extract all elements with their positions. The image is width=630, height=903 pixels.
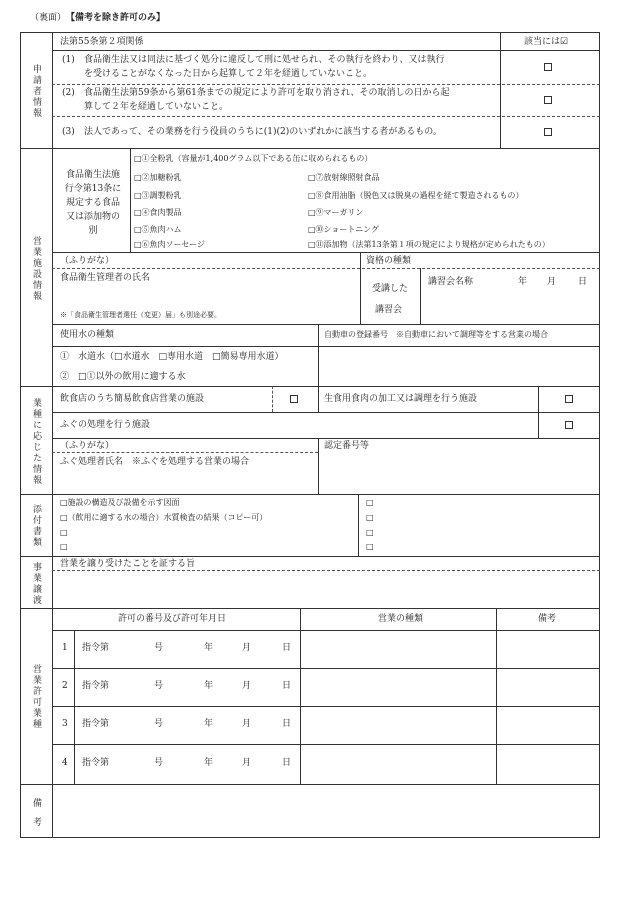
- permit-number-header: 許可の番号及び許可年月日: [118, 614, 227, 624]
- item1-line1: 食品衛生法又は同法に基づく処分に違反して刑に処せられ、その執行を終わり、又は執行: [84, 55, 445, 65]
- food-option-5[interactable]: □⑤魚肉ハム: [134, 225, 182, 234]
- remarks-header: 備考: [538, 614, 557, 624]
- item1-line2: を受けることがなくなった日から起算して２年を経過していないこと。: [84, 69, 373, 79]
- fugu-checkbox[interactable]: [565, 421, 573, 429]
- qualification-type-label: 資格の種類: [366, 256, 412, 266]
- attach-item-2[interactable]: □（飲用に適する水の場合）水質検査の結果（コピー可）: [60, 513, 268, 522]
- applicant-section-label: 申請者情報: [31, 64, 41, 119]
- raw-meat-label: 生食用食肉の加工又は調理を行う施設: [324, 394, 478, 404]
- food-option-11[interactable]: □⑪添加物（法第13条第１項の規定により規格が定められたもの）: [308, 240, 550, 249]
- attach-right-3[interactable]: □: [366, 528, 374, 537]
- food-option-10[interactable]: □⑩ショートニング: [308, 225, 379, 234]
- vehicle-number-label: 自動車の登録番号 ※自動車において調理等をする営業の場合: [324, 330, 548, 339]
- attended-label-2: 講習会: [375, 305, 403, 315]
- water-type-label: 使用水の種類: [60, 330, 115, 340]
- food-option-1[interactable]: □①全粉乳（容量が1,400グラム以下である缶に収められるもの）: [134, 154, 373, 163]
- fugu-facility-label: ふぐの処理を行う施設: [60, 420, 151, 430]
- course-year-label: 年: [518, 277, 528, 287]
- food-option-9[interactable]: □⑨マーガリン: [308, 208, 364, 217]
- permits-section-label: 営業許可業種: [31, 664, 41, 730]
- water-option-2[interactable]: ② □①以外の飲用に適する水: [60, 372, 186, 382]
- attach-right-4[interactable]: □: [366, 542, 374, 551]
- attach-item-3[interactable]: □: [60, 528, 68, 537]
- item1-num: (1): [62, 55, 75, 65]
- attach-section-label: 添付書類: [31, 504, 41, 548]
- attended-label-1: 受講した: [372, 284, 409, 294]
- manager-name-label: 食品衛生管理者の氏名: [60, 273, 151, 283]
- fugu-furigana-label: （ふりがな）: [60, 441, 115, 451]
- course-day-label: 日: [578, 277, 588, 287]
- item1-checkbox[interactable]: [544, 63, 552, 71]
- applies-label: 該当には☑: [524, 37, 569, 47]
- food-category-label: 食品衛生法施 行令第13条に 規定する食品 又は添加物の 別: [64, 170, 122, 236]
- attach-item-4[interactable]: □: [60, 542, 68, 551]
- manager-furigana-label: （ふりがな）: [60, 256, 115, 266]
- manager-note: ※「食品衛生管理者選任（変更）届」も別途必要。: [60, 311, 221, 319]
- page-note: 【備考を除き許可のみ】: [66, 13, 166, 23]
- item2-checkbox[interactable]: [544, 96, 552, 104]
- food-option-7[interactable]: □⑦放射線照射食品: [308, 173, 380, 182]
- food-option-6[interactable]: □⑥魚肉ソーセージ: [134, 240, 205, 249]
- simple-food-label: 飲食店のうち簡易飲食店営業の施設: [60, 394, 205, 404]
- permit-row: 3 指令第 号 年 月 日: [62, 719, 292, 729]
- raw-meat-checkbox[interactable]: [565, 395, 573, 403]
- item3-line1: 法人であって、その業務を行う役員のうちに(1)(2)のいずれかに該当する者があるもの。: [84, 127, 442, 137]
- cert-number-label: 認定番号等: [324, 441, 370, 451]
- business-type-header: 営業の種類: [378, 614, 424, 624]
- transfer-section-label: 事業譲渡: [31, 562, 41, 606]
- fugu-person-label: ふぐ処理者氏名 ※ふぐを処理する営業の場合: [60, 457, 250, 467]
- food-option-4[interactable]: □④食肉製品: [134, 208, 182, 217]
- item2-line2: 算して２年を経過していないこと。: [84, 102, 229, 112]
- item3-checkbox[interactable]: [544, 128, 552, 136]
- permit-row: 1 指令第 号 年 月 日: [62, 643, 292, 653]
- food-option-2[interactable]: □②加糖粉乳: [134, 173, 182, 182]
- transfer-text: 営業を譲り受けたことを証する旨: [60, 559, 196, 569]
- water-option-1[interactable]: ① 水道水（□水道水 □専用水道 □簡易専用水道）: [60, 352, 284, 362]
- facility-section-label: 営業施設情報: [31, 236, 41, 302]
- applicant-title: 法第55条第２項関係: [60, 37, 144, 47]
- permit-row: 4 指令第 号 年 月 日: [62, 758, 292, 768]
- permit-row: 2 指令第 号 年 月 日: [62, 681, 292, 691]
- attach-right-1[interactable]: □: [366, 498, 374, 507]
- food-option-8[interactable]: □⑧食用油脂（脱色又は脱臭の過程を経て製造されるもの）: [308, 191, 524, 200]
- remarks-section-label: 備考: [31, 798, 41, 836]
- food-option-3[interactable]: □③調製粉乳: [134, 191, 182, 200]
- page-side-label: （裏面）: [30, 13, 67, 23]
- business-section-label: 業種に応じた情報: [31, 398, 41, 486]
- attach-right-2[interactable]: □: [366, 513, 374, 522]
- course-name-label: 講習会名称: [428, 277, 474, 287]
- item3-num: (3): [62, 127, 75, 137]
- attach-item-1[interactable]: □施設の構造及び設備を示す図面: [60, 498, 180, 507]
- item2-line1: 食品衛生法第59条から第61条までの規定により許可を取り消され、その取消しの日から起: [84, 88, 450, 98]
- simple-food-checkbox[interactable]: [290, 395, 298, 403]
- item2-num: (2): [62, 88, 75, 98]
- course-month-label: 月: [547, 277, 557, 287]
